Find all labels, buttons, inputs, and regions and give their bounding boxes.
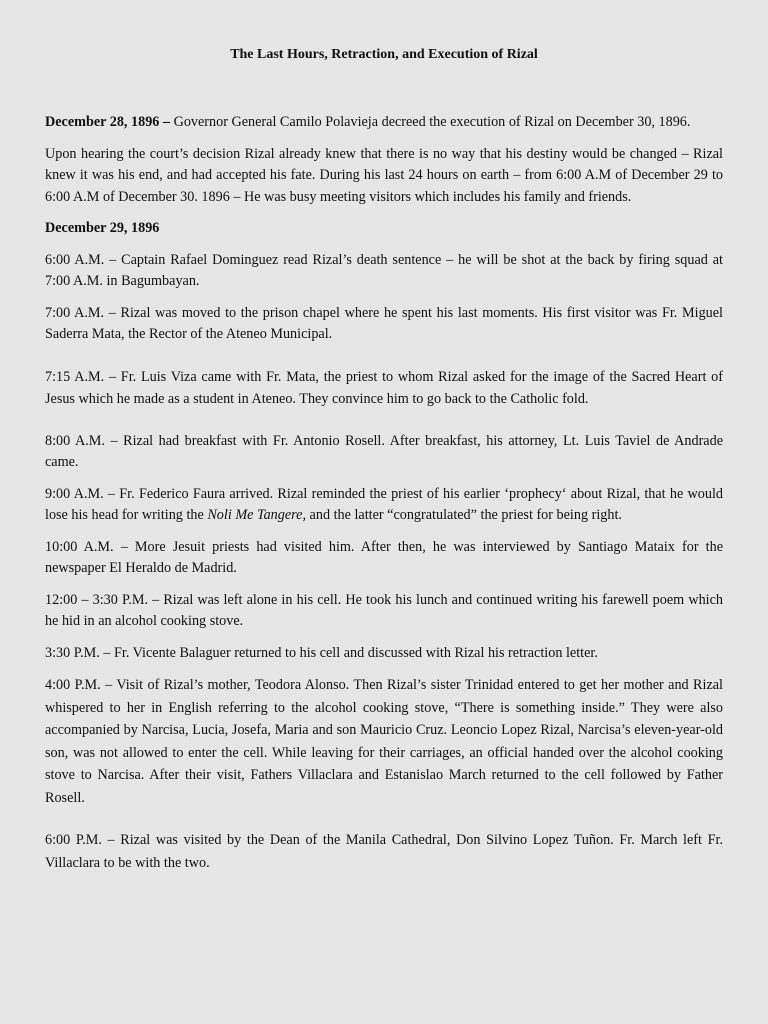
entry-1000: 10:00 A.M. – More Jesuit priests had visited him. After then, he was interviewed by Santiago Mataix for the newspaper El Heraldo de Madrid. [45,538,723,576]
paragraph-summary: Upon hearing the court’s decision Rizal already knew that there is no way that his destiny would be changed – Rizal knew it was his end, and had accepted his fate. During his last 24 hours on earth – from 6:00 A.M of December 29 to 6:00 A.M of December 30. 1896 – He was busy meeting visitors which includes his family and friends. [45,145,723,205]
intro-text: Governor General Camilo Polavieja decreed the execution of Rizal on December 30, 1896. [170,114,691,130]
entry-0900-after: and the latter “congratulated” the priest for being right. [306,507,622,523]
entry-1800: 6:00 P.M. – Rizal was visited by the Dean of the Manila Cathedral, Don Silvino Lopez Tuñon. Fr. March left Fr. Villaclara to be with the two. [45,832,723,871]
entry-0900-italic: Noli Me Tangere, [207,507,306,523]
entry-1530: 3:30 P.M. – Fr. Vicente Balaguer returned to his cell and discussed with Rizal his retraction letter. [45,644,598,661]
entry-0700: 7:00 A.M. – Rizal was moved to the prison chapel where he spent his last moments. His first visitor was Fr. Miguel Saderra Mata, the Rector of the Ateneo Municipal. [45,304,723,342]
document-title: The Last Hours, Retraction, and Execution of Rizal [230,47,538,62]
entry-0800: 8:00 A.M. – Rizal had breakfast with Fr. Antonio Rosell. After breakfast, his attorney, Lt. Luis Taviel de Andrade came. [45,432,723,470]
entry-0900-before: 9:00 A.M. – Fr. Federico Faura arrived. Rizal reminded the priest of his earlier ‘prophecy‘ about Rizal, that he would lose his head for writing the [45,485,723,523]
entry-0715: 7:15 A.M. – Fr. Luis Viza came with Fr. Mata, the priest to whom Rizal asked for the image of the Sacred Heart of Jesus which he made as a student in Ateneo. They convince him to go back to the Catholic fold. [45,368,723,407]
entry-0600: 6:00 A.M. – Captain Rafael Dominguez read Rizal’s death sentence – he will be shot at the back by firing squad at 7:00 A.M. in Bagumbayan. [45,251,723,289]
paragraph-intro [45,112,723,134]
intro-date: December 28, 1896 – [45,114,171,130]
entry-1200: 12:00 – 3:30 P.M. – Rizal was left alone in his cell. He took his lunch and continued writing his farewell poem which he hid in an alcohol cooking stove. [45,591,723,629]
entry-0900 [45,484,723,527]
day-heading: December 29, 1896 [45,220,160,236]
entry-1600: 4:00 P.M. – Visit of Rizal’s mother, Teodora Alonso. Then Rizal’s sister Trinidad entered to get her mother and Rizal whispered to her in English referring to the alcohol cooking stove, “There is something inside.” They were also accompanied by Narcisa, Lucia, Josefa, Maria and son Mauricio Cruz. Leoncio Lopez Rizal, Narcisa’s eleven-year-old son, was not allowed to enter the cell. While leaving for their carriages, an official handed over the alcohol cooking stove to Narcisa. After their visit, Fathers Villaclara and Estanislao March returned to the cell followed by Father Rosell. [45,677,723,806]
